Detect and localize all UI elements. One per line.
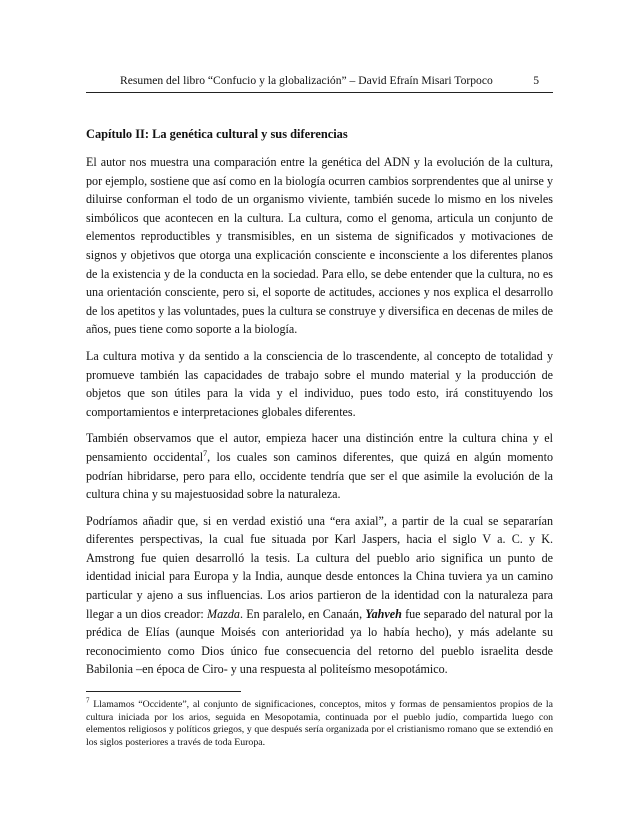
page-number: 5 bbox=[533, 74, 539, 87]
footnote-mark: 7 bbox=[86, 696, 90, 705]
footnote bbox=[86, 696, 553, 749]
term-yahveh: Yahveh bbox=[365, 606, 402, 621]
footnote-text: Llamamos “Occidente”, al conjunto de significaciones, conceptos, mitos y formas de pensamientos propios de la cultura iniciada por los arios, seguida en Mesopotamia, continuada por el pueblo judío, compartida luego con elementos religiosos y políticos griegos, y que después sería organizada por el cristianismo romano que se extendió en los siglos posteriores a través de toda Europa. bbox=[86, 699, 553, 748]
paragraph-4 bbox=[86, 512, 553, 679]
paragraph-4-text-a: Podríamos añadir que, si en verdad existió una “era axial”, a partir de la cual se separarían diferentes perspectivas, la cual fue situada por Karl Jaspers, hacia el siglo V a. C. y K. Amstrong fue quien desarrolló la tesis. La cultura del pueblo ario significa un punto de identidad inicial para Europa y la India, aunque desde entonces la China tuviera ya un camino particular y ajeno a sus influencias. Los arios partieron de la identidad con la naturaleza para llegar a un dios creador: bbox=[86, 513, 553, 621]
paragraph-4-text-c: fue separado del natural por la prédica de Elías (aunque Moisés con anterioridad ya lo había hecho), y más adelante su reconocimiento como Dios único fue consecuencia del retorno del pueblo israelita desde Babilonia –en época de Ciro- y una respuesta al politeísmo mesopotámico. bbox=[86, 606, 553, 677]
paragraph-3-text-a: También observamos que el autor, empieza hacer una distinción entre la cultura china y el pensamiento occidental bbox=[86, 431, 553, 464]
footnote-reference[interactable]: 7 bbox=[203, 448, 208, 458]
paragraph-3 bbox=[86, 429, 553, 503]
chapter-heading: Capítulo II: La genética cultural y sus diferencias bbox=[86, 127, 348, 141]
footnote-separator bbox=[86, 691, 241, 692]
header-title: Resumen del libro “Confucio y la globalización” – David Efraín Misari Torpoco bbox=[120, 74, 493, 87]
paragraph-4-text-b: . En paralelo, en Canaán, bbox=[239, 606, 366, 621]
page-header bbox=[86, 72, 553, 93]
paragraph-2: La cultura motiva y da sentido a la consciencia de lo trascendente, al concepto de totalidad y promueve también las capacidades de trabajo sobre el mundo material y la producción de objetos que son útiles para la vida y el individuo, pues todo esto, irá constituyendo los comportamientos e interpretaciones globales diferentes. bbox=[86, 348, 553, 419]
paragraph-3-text-b: , los cuales son caminos diferentes, que quizá en algún momento podrían hibridarse, pero para ello, occidente tendría que ser el que asimile la evolución de la cultura china y su majestuosidad sobre la naturaleza. bbox=[86, 449, 554, 502]
main-content bbox=[86, 125, 553, 687]
term-mazda: Mazda bbox=[207, 606, 240, 621]
paragraph-1: El autor nos muestra una comparación entre la genética del ADN y la evolución de la cultura, por ejemplo, sostiene que así como en la biología ocurren cambios sorprendentes que al unirse y diluirse conforman el todo de un organismo viviente, también sucede lo mismo en los niveles simbólicos que acontecen en la cultura. La cultura, como el genoma, articula un conjunto de elementos reproductibles y transmisibles, en un sistema de significados y motivaciones de signos y objetivos que otorga una explicación consciente e inconsciente a los diferentes planos de la existencia y de la conducta en la sociedad. Para ello, se debe entender que la cultura, no es una orientación consciente, pero si, el soporte de actitudes, acciones y nos explica el desarrollo de los apetitos y las voluntades, pues la cultura se construye y diversifica en decenas de miles de años, pues tiene como soporte a la biología. bbox=[86, 155, 553, 337]
